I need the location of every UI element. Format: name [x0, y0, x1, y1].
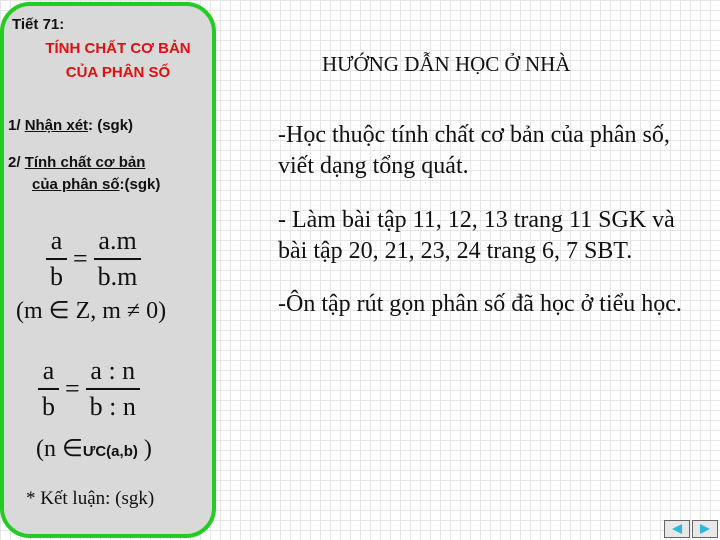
multiplication-formula: [46, 226, 141, 292]
numerator: a: [42, 356, 55, 385]
denominator: b: [38, 388, 59, 422]
fraction-an-over-bn: [86, 356, 140, 422]
denominator: b : n: [86, 388, 140, 422]
homework-item-3: -Ôn tập rút gọn phân số đã học ở tiểu học.: [278, 291, 682, 317]
numerator: a: [50, 226, 63, 255]
item2-prefix: 2/: [8, 154, 25, 171]
lesson-title-line2: CỦA PHÂN SỐ: [65, 64, 171, 81]
homework-title: HƯỚNG DẪN HỌC Ở NHÀ: [322, 52, 571, 76]
common-divisor-label: ƯC(a,b): [82, 443, 138, 460]
conclusion: * Kết luận: (sgk): [26, 488, 155, 509]
lesson-title-line1: TÍNH CHẤT CƠ BẢN: [45, 40, 191, 57]
denominator: b.m: [94, 258, 142, 292]
condition-n-end: ): [143, 436, 152, 462]
item2-suffix: :(sgk): [119, 176, 161, 193]
equals-sign: =: [73, 244, 88, 273]
equals-sign: =: [65, 374, 80, 403]
division-formula: [38, 356, 140, 422]
fraction-am-over-bm: [94, 226, 142, 292]
item-observation: [8, 117, 133, 134]
homework-item-2: - Làm bài tập 11, 12, 13 trang 11 SGK và bài tập 20, 21, 23, 24 trang 6, 7 SBT.: [278, 207, 675, 264]
previous-slide-button[interactable]: [664, 520, 690, 538]
homework-item-1: -Học thuộc tính chất cơ bản của phân số, viết dạng tổng quát.: [278, 122, 670, 179]
fraction-a-over-b: [38, 356, 59, 422]
triangle-right-icon: [698, 523, 712, 535]
condition-n-start: (n ∈: [36, 436, 83, 462]
numerator: a.m: [98, 226, 137, 255]
condition-m: (m ∈ Z, m ≠ 0): [16, 298, 167, 324]
denominator: b: [46, 258, 67, 292]
lesson-number: Tiết 71:: [12, 16, 65, 33]
condition-n: [36, 434, 152, 463]
next-slide-button[interactable]: [692, 520, 718, 538]
item1-prefix: 1/: [8, 117, 25, 134]
property-link-line1[interactable]: Tính chất cơ bản: [24, 154, 146, 171]
property-link-line2[interactable]: của phân số: [32, 176, 120, 193]
item1-suffix: : (sgk): [88, 117, 134, 134]
fraction-a-over-b: [46, 226, 67, 292]
item-property-cont: [32, 176, 160, 193]
item-property: [8, 154, 145, 171]
triangle-left-icon: [670, 523, 684, 535]
numerator: a : n: [90, 356, 136, 385]
observation-link[interactable]: Nhận xét: [24, 117, 89, 134]
